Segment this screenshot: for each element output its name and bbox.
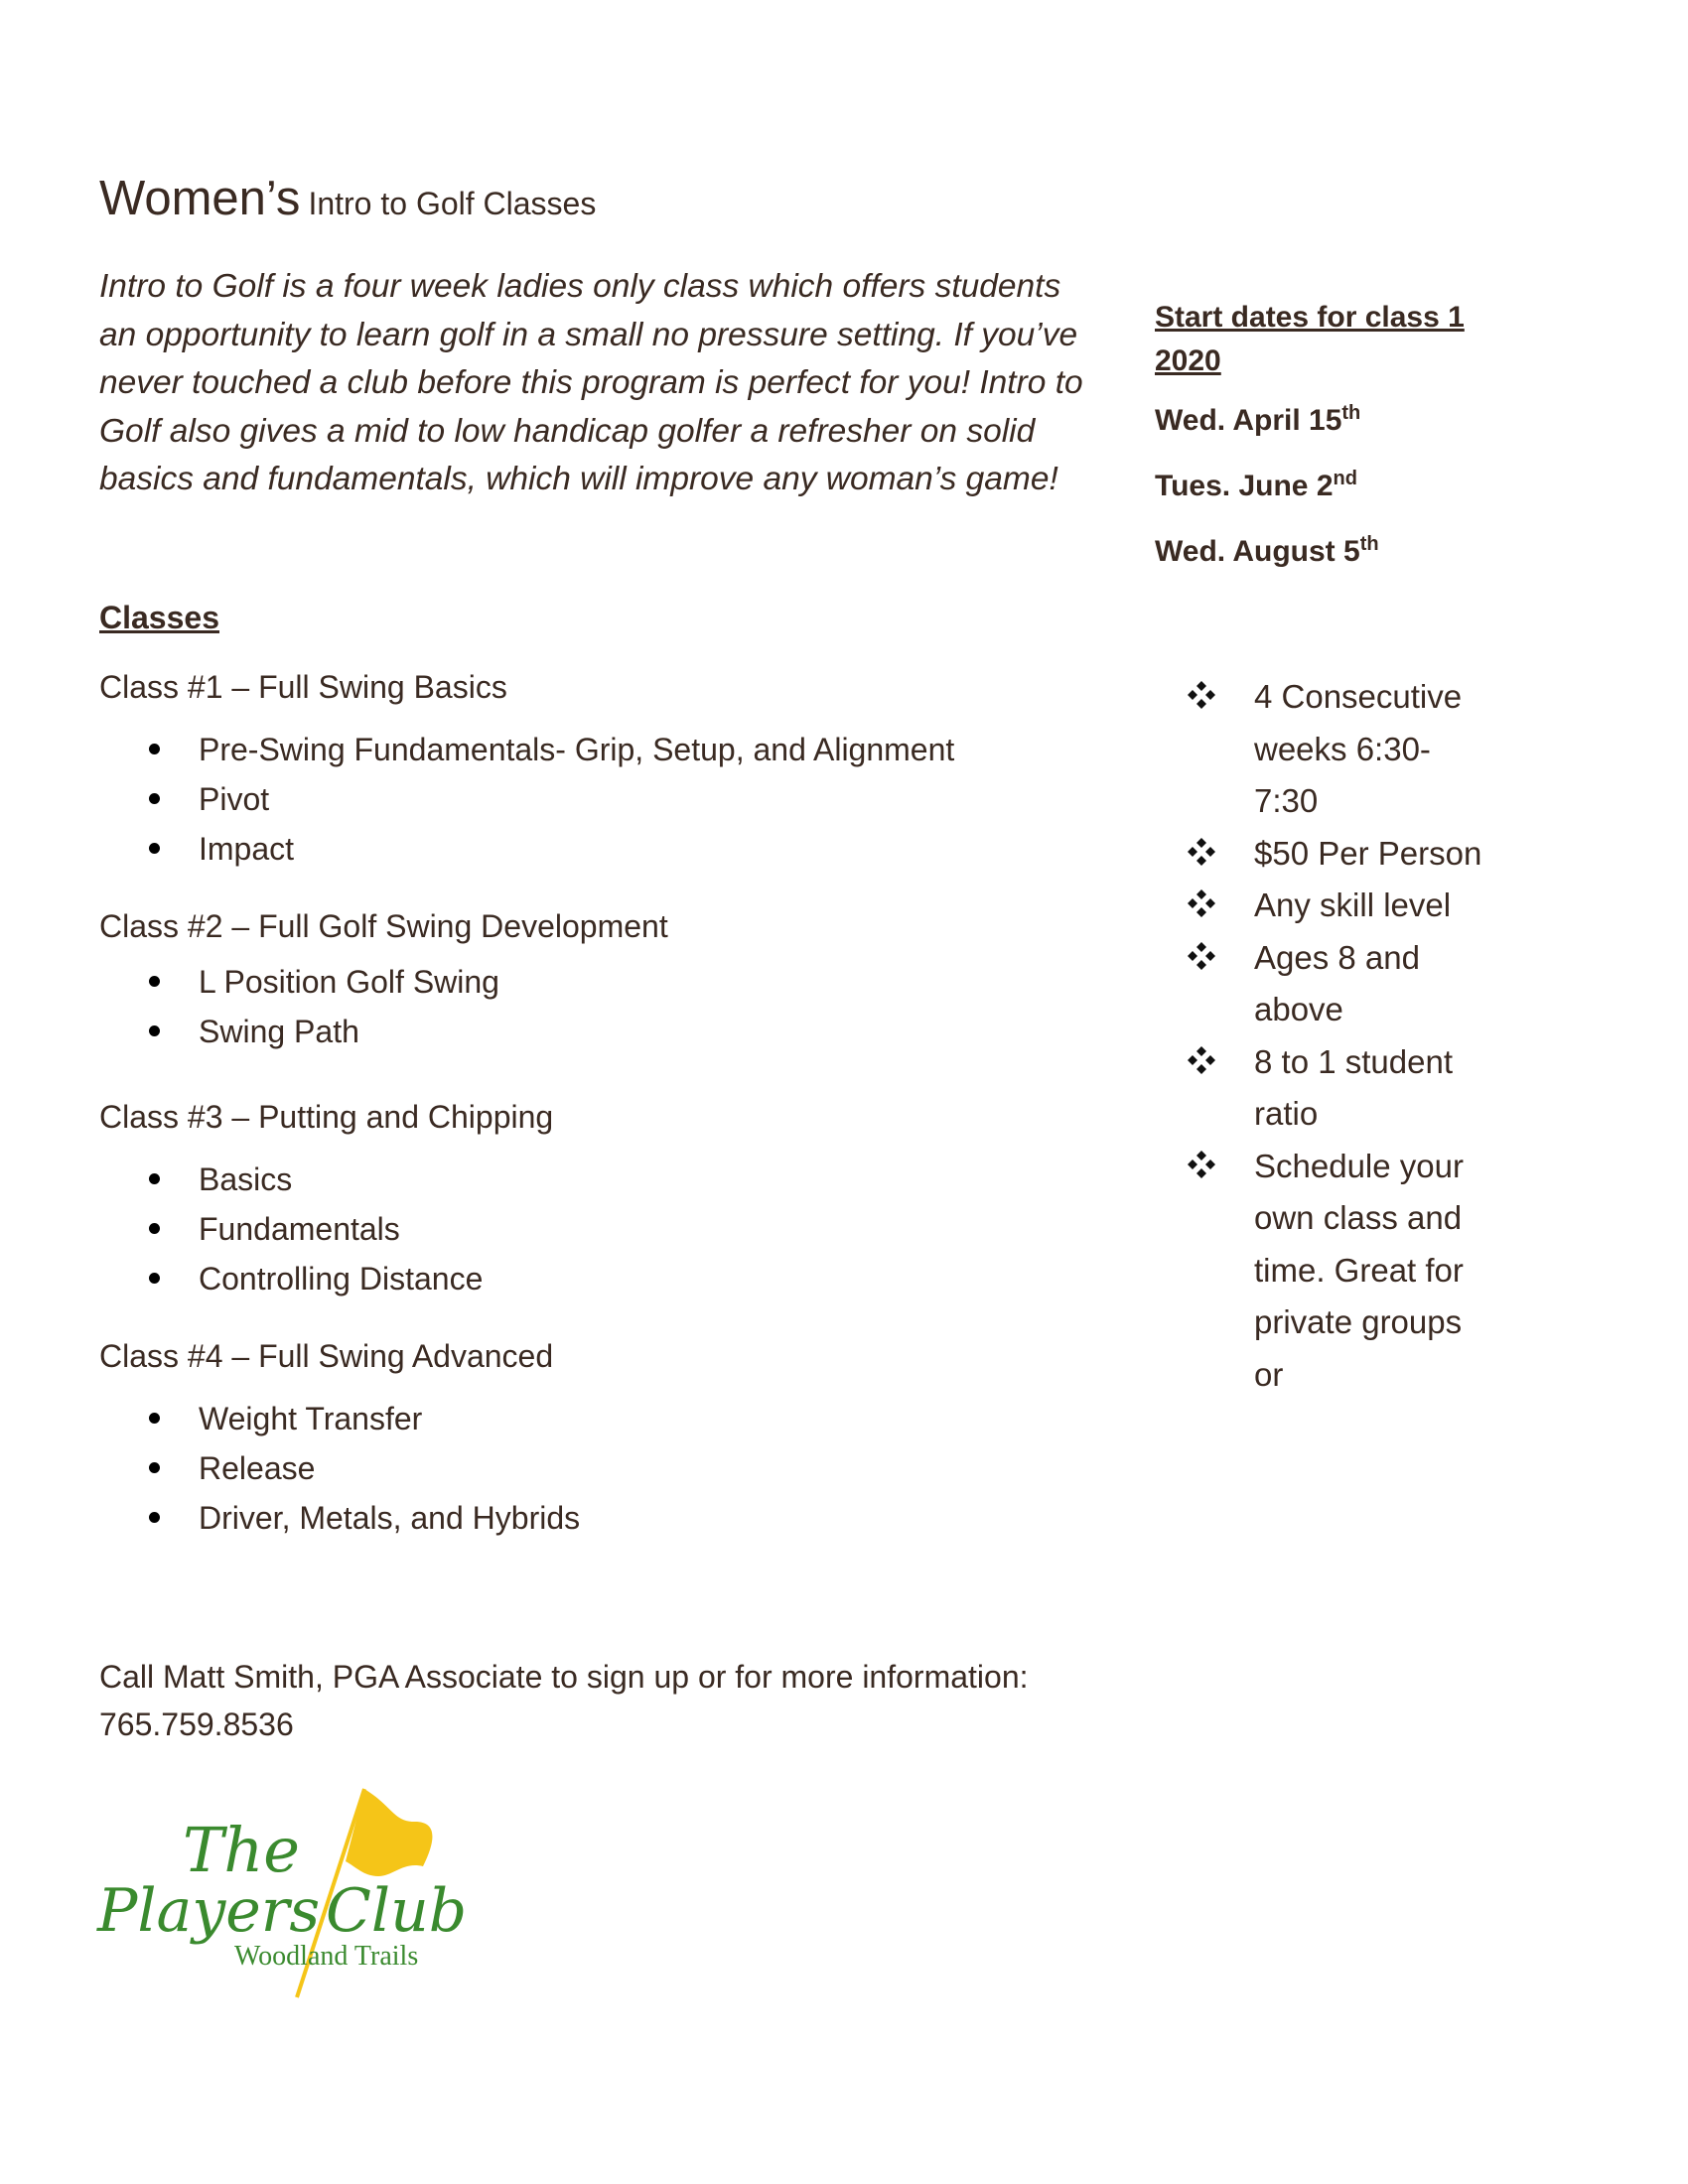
diamond-bullet-icon xyxy=(1187,941,1216,971)
feature-item xyxy=(1187,1141,1484,1402)
start-date-label: Tues. June 2 xyxy=(1155,470,1334,502)
start-dates-panel xyxy=(1155,296,1482,600)
class-block xyxy=(99,1097,1092,1308)
topic-label: Release xyxy=(199,1450,316,1486)
page-title-sub: Intro to Golf Classes xyxy=(308,186,597,221)
feature-list xyxy=(1187,671,1484,1401)
topic-item xyxy=(99,1012,1092,1061)
topic-label: Driver, Metals, and Hybrids xyxy=(199,1500,581,1536)
diamond-bullet-icon xyxy=(1187,1045,1216,1075)
intro-paragraph: Intro to Golf is a four week ladies only class which offers students an opportunity to learn golf in a small no pressure setting. If you’ve never touched a club before this program is perfect for you! Intro to Golf also gives a mid to low handicap golfer a refresher on solid basics and fundamentals, which will improve any woman’s game! xyxy=(99,268,1083,497)
feature-item xyxy=(1187,880,1484,932)
start-date-suffix: nd xyxy=(1333,468,1357,489)
bullet-icon xyxy=(149,744,160,754)
start-date-label: Wed. August 5 xyxy=(1155,535,1360,568)
bullet-icon xyxy=(149,1025,160,1036)
topic-label: Weight Transfer xyxy=(199,1401,423,1436)
class-title: Class #2 – Full Golf Swing Development xyxy=(99,908,668,944)
contact-phone: 765.759.8536 xyxy=(99,1706,294,1742)
feature-item xyxy=(1187,671,1484,828)
diamond-bullet-icon xyxy=(1187,837,1216,867)
class-block xyxy=(99,667,1092,879)
feature-item xyxy=(1187,932,1484,1036)
contact-line: Call Matt Smith, PGA Associate to sign up or for more information: xyxy=(99,1659,1029,1695)
contact-info xyxy=(99,1653,1192,1748)
topic-label: Pre-Swing Fundamentals- Grip, Setup, and Alignment xyxy=(199,732,955,767)
topic-item xyxy=(99,730,1092,779)
bullet-icon xyxy=(149,1173,160,1184)
classes-heading: Classes xyxy=(99,600,219,635)
bullet-icon xyxy=(149,793,160,804)
bullet-icon xyxy=(149,1512,160,1523)
topic-label: Swing Path xyxy=(199,1014,359,1049)
features-panel xyxy=(1187,671,1484,1531)
diamond-bullet-icon xyxy=(1187,888,1216,918)
class-block xyxy=(99,906,1092,1061)
topic-label: Pivot xyxy=(199,781,270,817)
class-block xyxy=(99,1336,1092,1548)
class-title: Class #1 – Full Swing Basics xyxy=(99,669,507,705)
diamond-bullet-icon xyxy=(1187,680,1216,710)
logo-word-the: The xyxy=(183,1814,300,1886)
feature-label: $50 Per Person xyxy=(1254,834,1482,872)
topic-list xyxy=(99,1160,1092,1308)
logo-subtitle: Woodland Trails xyxy=(234,1941,419,1972)
topic-item xyxy=(99,962,1092,1012)
topic-label: Controlling Distance xyxy=(199,1261,484,1297)
start-date-item xyxy=(1155,534,1482,570)
logo-word-club: Club xyxy=(326,1876,468,1946)
page-title xyxy=(99,171,596,226)
topic-item xyxy=(99,1498,1092,1548)
bullet-icon xyxy=(149,1413,160,1424)
bullet-icon xyxy=(149,1223,160,1234)
topic-label: Impact xyxy=(199,831,295,867)
bullet-icon xyxy=(149,976,160,987)
feature-label: 8 to 1 student ratio xyxy=(1254,1042,1453,1132)
start-date-item xyxy=(1155,469,1482,504)
topic-item xyxy=(99,1160,1092,1209)
page-title-main: Women’s xyxy=(99,172,301,225)
topic-label: Basics xyxy=(199,1161,293,1197)
topic-item xyxy=(99,779,1092,829)
players-club-logo xyxy=(95,1767,473,2005)
topic-item xyxy=(99,829,1092,879)
bullet-icon xyxy=(149,1462,160,1473)
topic-list xyxy=(99,962,1092,1061)
feature-item xyxy=(1187,1036,1484,1141)
topic-label: L Position Golf Swing xyxy=(199,964,499,1000)
start-date-suffix: th xyxy=(1341,402,1361,424)
topic-list xyxy=(99,1399,1092,1548)
start-date-suffix: th xyxy=(1359,533,1379,555)
topic-label: Fundamentals xyxy=(199,1211,400,1247)
start-dates-heading: Start dates for class 1 2020 xyxy=(1155,301,1465,377)
diamond-bullet-icon xyxy=(1187,1150,1216,1179)
topic-item xyxy=(99,1209,1092,1259)
feature-item xyxy=(1187,828,1484,881)
topic-list xyxy=(99,730,1092,879)
feature-label: 4 Consecutive weeks 6:30-7:30 xyxy=(1254,678,1463,819)
topic-item xyxy=(99,1399,1092,1448)
feature-label: Ages 8 and above xyxy=(1254,938,1420,1027)
class-title: Class #3 – Putting and Chipping xyxy=(99,1099,554,1135)
start-date-item xyxy=(1155,403,1482,439)
topic-item xyxy=(99,1259,1092,1308)
bullet-icon xyxy=(149,1273,160,1284)
feature-label: Any skill level xyxy=(1254,887,1452,923)
feature-label: Schedule your own class and time. Great for private groups or xyxy=(1254,1147,1464,1393)
start-date-label: Wed. April 15 xyxy=(1155,404,1342,437)
logo-word-players: Players xyxy=(97,1876,321,1946)
bullet-icon xyxy=(149,843,160,854)
class-title: Class #4 – Full Swing Advanced xyxy=(99,1338,554,1374)
topic-item xyxy=(99,1448,1092,1498)
